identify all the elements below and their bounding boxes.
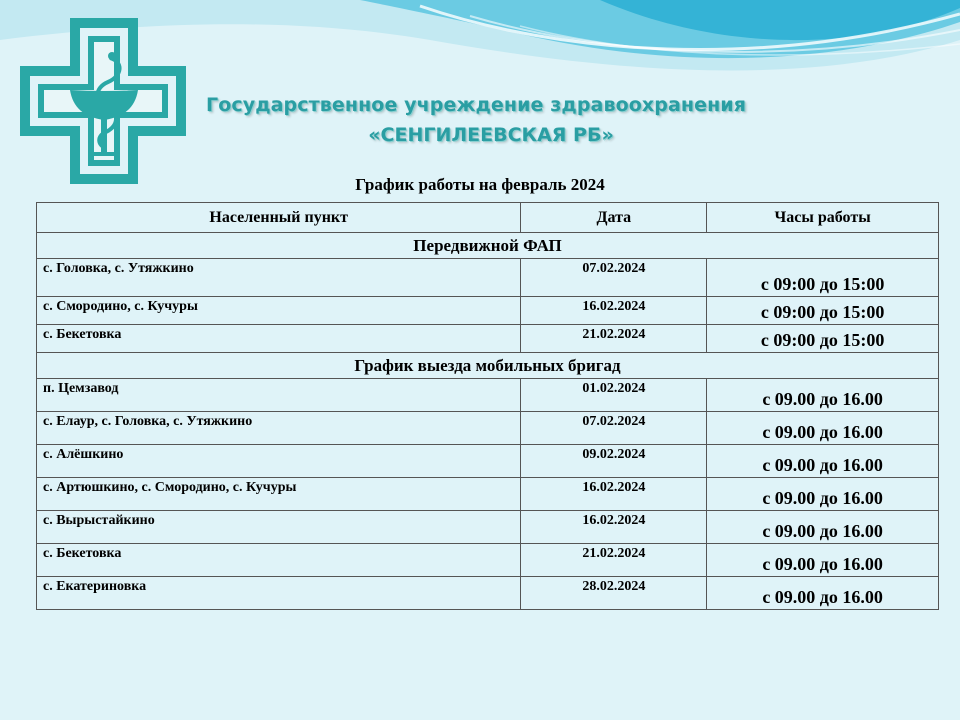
table-row bbox=[37, 445, 939, 478]
table-row bbox=[37, 478, 939, 511]
cell-date: 28.02.2024 bbox=[521, 577, 707, 610]
cell-date: 16.02.2024 bbox=[521, 297, 707, 325]
cell-date: 09.02.2024 bbox=[521, 445, 707, 478]
table-row bbox=[37, 325, 939, 353]
organization-name-line2: «СЕНГИЛЕЕВСКАЯ РБ» bbox=[368, 124, 614, 146]
organization-name-line1: Государственное учреждение здравоохранения bbox=[205, 94, 747, 116]
cell-place: с. Елаур, с. Головка, с. Утяжкино bbox=[37, 412, 521, 445]
cell-date: 16.02.2024 bbox=[521, 511, 707, 544]
cell-place: с. Головка, с. Утяжкино bbox=[37, 259, 521, 297]
cell-hours: с 09.00 до 16.00 bbox=[707, 577, 939, 610]
column-header-place: Населенный пункт bbox=[37, 203, 521, 233]
cell-place: с. Вырыстайкино bbox=[37, 511, 521, 544]
table-row bbox=[37, 577, 939, 610]
cell-date: 21.02.2024 bbox=[521, 544, 707, 577]
cell-hours: с 09.00 до 16.00 bbox=[707, 511, 939, 544]
column-header-hours: Часы работы bbox=[707, 203, 939, 233]
organization-name bbox=[196, 90, 756, 150]
cell-hours: с 09.00 до 16.00 bbox=[707, 412, 939, 445]
cell-date: 01.02.2024 bbox=[521, 379, 707, 412]
table-header-row bbox=[37, 203, 939, 233]
cell-hours: с 09.00 до 16.00 bbox=[707, 379, 939, 412]
cell-place: с. Екатериновка bbox=[37, 577, 521, 610]
cell-place: с. Смородино, с. Кучуры bbox=[37, 297, 521, 325]
cell-date: 07.02.2024 bbox=[521, 259, 707, 297]
section-row-mobile-brigades bbox=[37, 353, 939, 379]
cell-place: с. Артюшкино, с. Смородино, с. Кучуры bbox=[37, 478, 521, 511]
section-row-mobile-fap bbox=[37, 233, 939, 259]
table-row bbox=[37, 412, 939, 445]
cell-date: 16.02.2024 bbox=[521, 478, 707, 511]
cell-hours: с 09:00 до 15:00 bbox=[707, 325, 939, 353]
cell-place: с. Алёшкино bbox=[37, 445, 521, 478]
cell-hours: с 09:00 до 15:00 bbox=[707, 259, 939, 297]
cell-place: п. Цемзавод bbox=[37, 379, 521, 412]
cell-place: с. Бекетовка bbox=[37, 544, 521, 577]
table-row bbox=[37, 259, 939, 297]
table-row bbox=[37, 297, 939, 325]
cell-hours: с 09.00 до 16.00 bbox=[707, 445, 939, 478]
section-title: График выезда мобильных бригад bbox=[37, 353, 939, 379]
schedule-table bbox=[36, 202, 939, 610]
table-row bbox=[37, 511, 939, 544]
table-row bbox=[37, 379, 939, 412]
cell-place: с. Бекетовка bbox=[37, 325, 521, 353]
cell-date: 21.02.2024 bbox=[521, 325, 707, 353]
cell-date: 07.02.2024 bbox=[521, 412, 707, 445]
table-row bbox=[37, 544, 939, 577]
column-header-date: Дата bbox=[521, 203, 707, 233]
schedule-title: График работы на февраль 2024 bbox=[355, 175, 605, 194]
cell-hours: с 09:00 до 15:00 bbox=[707, 297, 939, 325]
medical-cross-logo-icon bbox=[20, 18, 186, 184]
cell-hours: с 09.00 до 16.00 bbox=[707, 544, 939, 577]
cell-hours: с 09.00 до 16.00 bbox=[707, 478, 939, 511]
section-title: Передвижной ФАП bbox=[37, 233, 939, 259]
